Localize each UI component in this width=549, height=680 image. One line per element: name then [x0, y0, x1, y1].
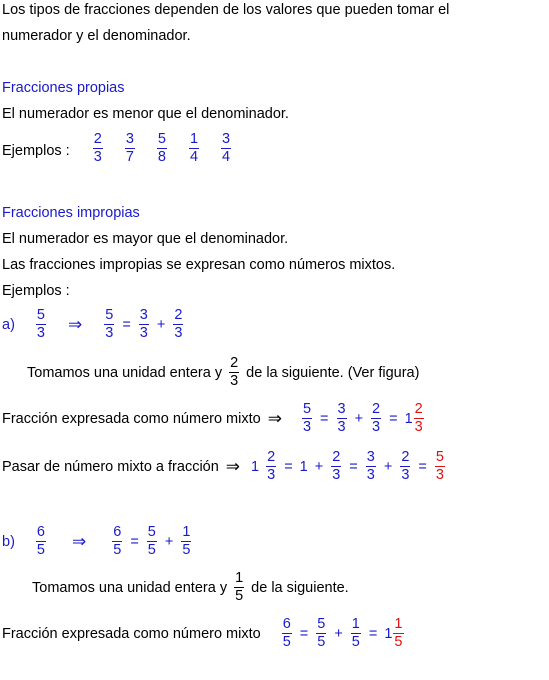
- implies-arrow: ⇒: [71, 531, 87, 551]
- whole-one: 1: [299, 458, 308, 475]
- fraction: $\frac{2}{3}$: [401, 449, 410, 483]
- impropias-examples-label: Ejemplos :: [2, 283, 70, 299]
- example-b-row: [2, 524, 192, 559]
- equals-sign: =: [299, 625, 309, 642]
- equals-sign: =: [368, 625, 378, 642]
- equals-sign: =: [130, 533, 139, 550]
- implies-arrow: ⇒: [225, 456, 241, 476]
- plus-sign: +: [164, 533, 174, 550]
- plus-sign: +: [156, 316, 166, 333]
- propias-examples-row: [2, 131, 232, 166]
- plus-sign: +: [383, 458, 393, 475]
- fraction-result: $\frac{1}{5}$: [394, 616, 403, 650]
- fraction: $\frac{5}{3}$: [36, 307, 45, 341]
- fraction: $\frac{2}{3}$: [332, 449, 341, 483]
- equals-sign: =: [389, 410, 398, 427]
- fraction: $\frac{5}{5}$: [317, 616, 326, 650]
- fraction-result: $\frac{5}{3}$: [435, 449, 444, 483]
- convert-label: Pasar de número mixto a fracción: [2, 458, 219, 475]
- propias-description: El numerador es menor que el denominador.: [2, 106, 289, 122]
- fraction: $\frac{2}{3}$: [93, 131, 102, 165]
- fraction: $\frac{5}{3}$: [302, 401, 312, 435]
- impropias-description: El numerador es mayor que el denominador.: [2, 231, 289, 247]
- fraction: $\frac{6}{5}$: [113, 524, 122, 558]
- fraction: $\frac{5}{8}$: [157, 131, 166, 165]
- heading-fracciones-impropias: Fracciones impropias: [2, 205, 140, 221]
- fraction: $\frac{3}{3}$: [337, 401, 346, 435]
- mixed-whole: 1: [404, 410, 413, 427]
- plus-sign: +: [334, 625, 343, 642]
- plus-sign: +: [314, 458, 324, 475]
- intro-line-2: numerador y el denominador.: [2, 28, 191, 44]
- example-a-convert-row: [2, 449, 446, 484]
- mixed-whole: 1: [384, 625, 393, 642]
- fraction: $\frac{2}{3}$: [267, 449, 276, 483]
- mixed-label: Fracción expresada como número mixto: [2, 410, 261, 427]
- fraction: $\frac{2}{3}$: [372, 401, 381, 435]
- fraction: $\frac{6}{5}$: [36, 524, 45, 558]
- examples-label: Ejemplos :: [2, 143, 70, 159]
- fraction: $\frac{1}{4}$: [189, 131, 199, 165]
- example-b-mixed-row: [2, 616, 405, 651]
- fraction: $\frac{3}{7}$: [125, 131, 134, 165]
- implies-arrow: ⇒: [67, 314, 83, 334]
- mixed-whole: 1: [251, 458, 260, 475]
- fraction-result: $\frac{2}{3}$: [414, 401, 423, 435]
- example-b-label: b): [2, 533, 15, 550]
- fraction: $\frac{5}{5}$: [147, 524, 156, 558]
- fraction: $\frac{3}{3}$: [139, 307, 148, 341]
- fraction: $\frac{6}{5}$: [282, 616, 291, 650]
- propias-examples-list: [92, 131, 232, 166]
- fraction: $\frac{1}{5}$: [235, 570, 244, 604]
- example-a-label: a): [2, 316, 15, 333]
- equals-sign: =: [320, 410, 329, 427]
- implies-arrow: ⇒: [267, 408, 282, 428]
- fraction: $\frac{3}{4}$: [222, 131, 231, 165]
- equals-sign: =: [418, 458, 427, 475]
- intro-line-1: Los tipos de fracciones dependen de los valores que pueden tomar el: [2, 2, 450, 18]
- mixed-label: Fracción expresada como número mixto: [2, 625, 261, 642]
- equals-sign: =: [122, 316, 131, 333]
- example-a-take-row: [27, 355, 419, 390]
- take-text-before: Tomamos una unidad entera y: [27, 364, 223, 381]
- heading-fracciones-propias: Fracciones propias: [2, 80, 125, 96]
- equals-sign: =: [284, 458, 293, 475]
- fraction: $\frac{2}{3}$: [174, 307, 183, 341]
- fraction: $\frac{2}{3}$: [230, 355, 239, 389]
- take-text-before: Tomamos una unidad entera y: [32, 579, 228, 596]
- equals-sign: =: [349, 458, 358, 475]
- example-b-take-row: [32, 570, 349, 605]
- example-a-mixed-row: [2, 401, 425, 436]
- fraction: $\frac{3}{3}$: [366, 449, 375, 483]
- take-text-after: de la siguiente.: [251, 579, 349, 596]
- impropias-description-2: Las fracciones impropias se expresan como números mixtos.: [2, 257, 396, 273]
- fraction: $\frac{1}{5}$: [351, 616, 360, 650]
- fraction: $\frac{1}{5}$: [182, 524, 191, 558]
- example-a-row: [2, 307, 184, 342]
- fraction: $\frac{5}{3}$: [105, 307, 114, 341]
- take-text-after: de la siguiente. (Ver figura): [246, 364, 420, 381]
- plus-sign: +: [354, 410, 364, 427]
